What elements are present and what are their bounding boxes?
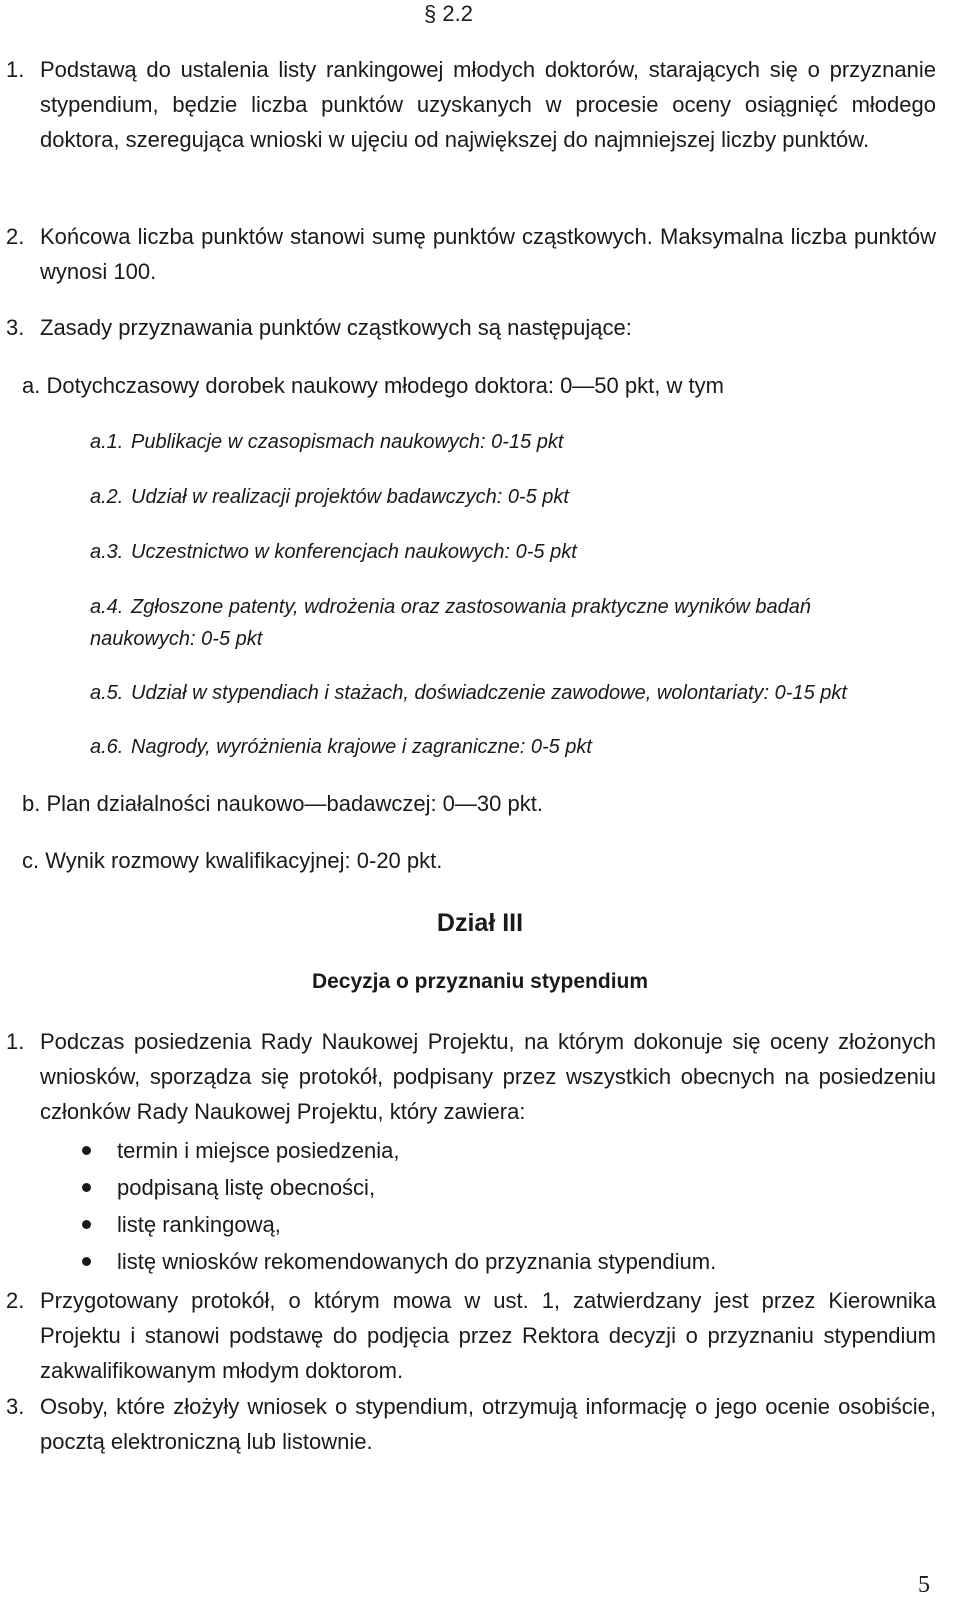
item-text: Zasady przyznawania punktów cząstkowych są następujące:	[40, 315, 632, 340]
decision-item-text: Podczas posiedzenia Rady Naukowej Projektu, na którym dokonuje się oceny złożonych wniosków, sporządza się protokół, podpisany przez wszystkich obecnych na posiedzeniu członków Rady Naukowej Projektu, który zawiera:	[40, 1029, 936, 1124]
item-text: Podstawą do ustalenia listy rankingowej młodych doktorów, starających się o przyznanie stypendium, będzie liczba punktów uzyskanych w procesie oceny osiągnięć młodego doktora, szeregująca wnioski w ujęciu od największej do najmniejszej liczby punktów.	[40, 57, 936, 152]
bullet-icon	[82, 1257, 91, 1266]
section-number: § 2.2	[424, 1, 473, 26]
subcriterion-text: Uczestnictwo w konferencjach naukowych: 0-5 pkt	[131, 541, 577, 563]
section-title: Dział III	[436, 909, 524, 937]
item-number: 1.	[6, 57, 25, 82]
subcriterion-number: a.5.	[90, 682, 124, 704]
subcriterion-text: Publikacje w czasopismach naukowych: 0-15 pkt	[131, 431, 564, 453]
bullet-item: podpisaną listę obecności,	[117, 1175, 376, 1200]
bullet-icon	[82, 1146, 91, 1155]
subcriterion-text: Nagrody, wyróżnienia krajowe i zagraniczne: 0-5 pkt	[131, 736, 592, 758]
item-number: 3.	[6, 315, 25, 340]
subcriterion-number: a.2.	[90, 486, 124, 508]
decision-item-number: 2.	[6, 1288, 25, 1313]
bullet-item: listę rankingową,	[117, 1212, 281, 1237]
subcriterion-number: a.3.	[90, 541, 124, 563]
bullet-item: termin i miejsce posiedzenia,	[117, 1138, 400, 1163]
decision-item-number: 3.	[6, 1394, 25, 1419]
page-number: 5	[918, 1572, 930, 1598]
criterion-b: b. Plan działalności naukowo—badawczej: 0—30 pkt.	[22, 791, 543, 816]
subcriterion-number: a.6.	[90, 736, 124, 758]
decision-item-number: 1.	[6, 1029, 25, 1054]
item-text: Końcowa liczba punktów stanowi sumę punktów cząstkowych. Maksymalna liczba punktów wynosi 100.	[40, 224, 936, 284]
section-subtitle: Decyzja o przyznaniu stypendium	[311, 970, 649, 993]
item-number: 2.	[6, 224, 25, 249]
decision-item-text: Przygotowany protokół, o którym mowa w ust. 1, zatwierdzany jest przez Kierownika Projektu i stanowi podstawę do podjęcia przez Rektora decyzji o przyznaniu stypendium zakwalifikowanym młodym doktorom.	[40, 1288, 936, 1383]
subcriterion-text-continued: naukowych: 0-5 pkt	[90, 628, 263, 650]
decision-item-text: Osoby, które złożyły wniosek o stypendium, otrzymują informację o jego ocenie osobiście, pocztą elektroniczną lub listownie.	[40, 1394, 936, 1454]
subcriterion-text: Udział w stypendiach i stażach, doświadczenie zawodowe, wolontariaty: 0-15 pkt	[131, 682, 847, 704]
criterion-a: a. Dotychczasowy dorobek naukowy młodego doktora: 0—50 pkt, w tym	[22, 373, 724, 398]
subcriterion-text: Udział w realizacji projektów badawczych: 0-5 pkt	[131, 486, 569, 508]
criterion-c: c. Wynik rozmowy kwalifikacyjnej: 0-20 pkt.	[22, 848, 443, 873]
subcriterion-text: Zgłoszone patenty, wdrożenia oraz zastosowania praktyczne wyników badań	[131, 596, 811, 618]
bullet-icon	[82, 1220, 91, 1229]
bullet-item: listę wniosków rekomendowanych do przyznania stypendium.	[117, 1249, 717, 1274]
bullet-icon	[82, 1183, 91, 1192]
subcriterion-number: a.1.	[90, 431, 124, 453]
subcriterion-number: a.4.	[90, 596, 124, 618]
